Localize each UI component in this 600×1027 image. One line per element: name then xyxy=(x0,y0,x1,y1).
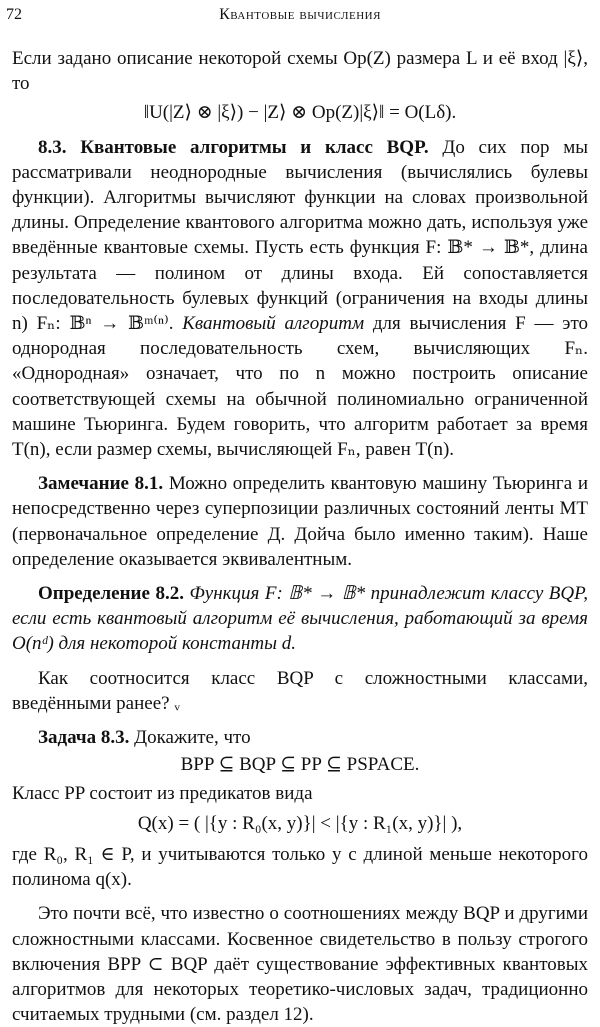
question-text: Как соотносится класс BQP с сложностными классами, введёнными ранее? xyxy=(12,667,588,714)
page-header xyxy=(6,6,594,30)
page-number: 72 xyxy=(6,6,22,23)
closing-paragraph: Это почти всё, что известно о соотношениях между BQP и другими сложностными классами. Косвенное свидетельство в пользу строгого включения BPP ⊂ BQP даёт существование эффективных квантовых алгоритмов для некоторых теоретико-числовых задач, традиционно считаемых трудными (см. раздел 12). xyxy=(12,903,588,1026)
pp-formula: Q(x) = ( |{y : R₀(x, y)}| < |{y : R₁(x, y)}| ), xyxy=(137,812,463,834)
pp-where: где R₀, R₁ ∈ P, и учитываются только y с длиной меньше некоторого полинома q(x). xyxy=(12,843,588,891)
section-text: До сих пор мы рассматривали неоднородные вычисления (вычислялись булевы функции). Алгоритмы вычисляют функции на словах произвольной длины. Определение квантового алгоритма можно дать, используя уже введённые квантовые схемы. Пусть есть функция F: 𝔹* → 𝔹*, длина результата — полином от длины входа. Ей сопоставляется последовательность булевых функций (ограничения на входы длины n) Fₙ: 𝔹ⁿ → 𝔹ᵐ⁽ⁿ⁾. xyxy=(12,136,588,335)
definition-paragraph xyxy=(12,581,588,657)
remark-paragraph xyxy=(12,471,588,572)
running-title: Квантовые вычисления xyxy=(219,6,381,23)
remark-label: Замечание 8.1. xyxy=(38,473,164,495)
section-paragraph xyxy=(12,135,588,463)
task-label: Задача 8.3. xyxy=(38,727,130,749)
page-body xyxy=(12,46,588,1027)
task-paragraph xyxy=(12,725,588,750)
class-inclusion-formula: BPP ⊆ BQP ⊆ PP ⊆ PSPACE. xyxy=(180,754,420,776)
section-heading: 8.3. Квантовые алгоритмы и класс BQP. xyxy=(38,136,429,158)
question-mark-glyph: ᵥ xyxy=(174,692,180,714)
section-term: Квантовый алгоритм xyxy=(182,313,365,335)
definition-label: Определение 8.2. xyxy=(38,583,184,605)
remark-text: Можно определить квантовую машину Тьюринга и непосредственно через суперпозиции различных состояний ленты МТ (первоначальное определение Д. Дойча было именно таким). Наше определение оказывается эквивалентным. xyxy=(12,473,588,570)
section-text-2: для вычисления F — это однородная последовательность схем, вычисляющих Fₙ. «Однородная» означает, что по n можно построить описание соответствующей схемы на обычной полиномиально ограниченной машине Тьюринга. Будем говорить, что алгоритм работает за время T(n), если размер схемы, вычисляющей Fₙ, равен T(n). xyxy=(12,313,589,461)
pp-intro: Класс PP состоит из предикатов вида xyxy=(12,783,313,805)
norm-formula: ‖U(|Z⟩ ⊗ |ξ⟩) − |Z⟩ ⊗ Op(Z)|ξ⟩‖ = O(Lδ). xyxy=(143,102,457,124)
question-paragraph xyxy=(12,666,588,716)
intro-paragraph: Если задано описание некоторой схемы Op(Z) размера L и её вход |ξ⟩, то xyxy=(12,48,588,95)
definition-text: Функция F: 𝔹* → 𝔹* принадлежит классу BQP, если есть квантовый алгоритм её вычисления, работающий за время O(nᵈ) для некоторой константы d. xyxy=(12,583,588,655)
task-text: Докажите, что xyxy=(134,727,251,749)
